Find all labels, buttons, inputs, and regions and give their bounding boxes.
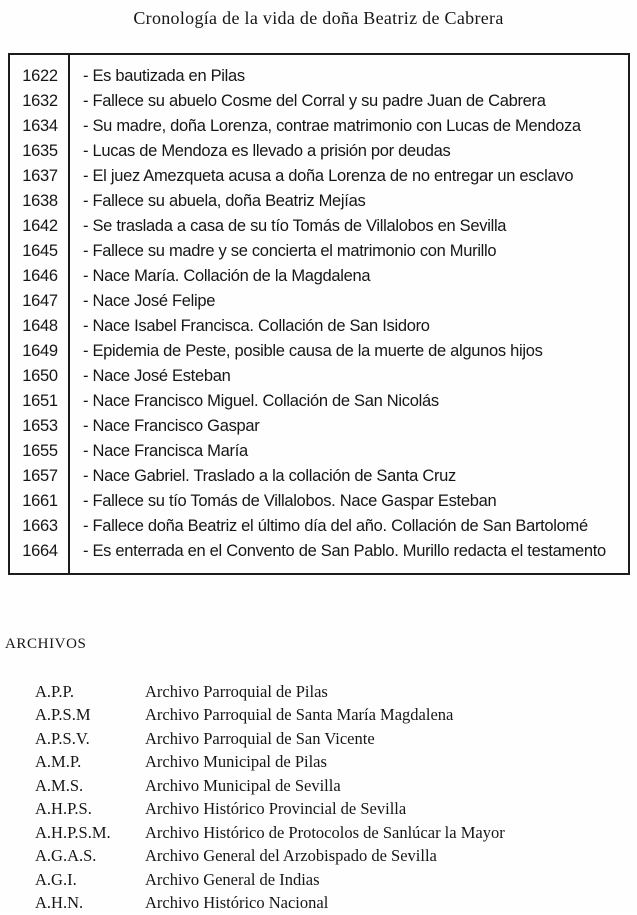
table-row — [10, 464, 628, 489]
event-cell: - El juez Amezqueta acusa a doña Lorenza de no entregar un esclavo — [70, 167, 573, 186]
archive-abbreviation: A.P.P. — [35, 682, 145, 702]
event-cell: - Es enterrada en el Convento de San Pablo. Murillo redacta el testamento — [70, 542, 606, 561]
year-cell: 1647 — [10, 292, 70, 311]
event-cell: - Fallece doña Beatriz el último día del año. Collación de San Bartolomé — [70, 517, 588, 536]
archive-name: Archivo Parroquial de Pilas — [145, 682, 328, 702]
archive-list — [35, 680, 505, 915]
event-cell: - Nace Francisco Miguel. Collación de San Nicolás — [70, 392, 439, 411]
event-cell: - Se traslada a casa de su tío Tomás de Villalobos en Sevilla — [70, 217, 506, 236]
archive-item — [35, 727, 505, 751]
table-row — [10, 239, 628, 264]
archive-name: Archivo Parroquial de Santa María Magdalena — [145, 705, 453, 725]
year-cell: 1635 — [10, 142, 70, 161]
year-cell: 1649 — [10, 342, 70, 361]
event-cell: - Es bautizada en Pilas — [70, 67, 245, 86]
archive-item — [35, 751, 505, 775]
year-cell: 1637 — [10, 167, 70, 186]
table-row — [10, 64, 628, 89]
table-row — [10, 514, 628, 539]
year-cell: 1650 — [10, 367, 70, 386]
table-row — [10, 389, 628, 414]
table-row — [10, 314, 628, 339]
table-row — [10, 164, 628, 189]
year-cell: 1642 — [10, 217, 70, 236]
archive-item — [35, 774, 505, 798]
year-cell: 1653 — [10, 417, 70, 436]
archive-name: Archivo Parroquial de San Vicente — [145, 729, 375, 749]
archive-name: Archivo Histórico Provincial de Sevilla — [145, 799, 406, 819]
event-cell: - Nace Francisco Gaspar — [70, 417, 260, 436]
archive-name: Archivo General de Indias — [145, 870, 320, 890]
table-row — [10, 339, 628, 364]
archive-abbreviation: A.H.N. — [35, 893, 145, 913]
archive-item — [35, 680, 505, 704]
event-cell: - Su madre, doña Lorenza, contrae matrimonio con Lucas de Mendoza — [70, 117, 581, 136]
year-cell: 1655 — [10, 442, 70, 461]
year-cell: 1638 — [10, 192, 70, 211]
table-row — [10, 139, 628, 164]
archives-section — [5, 636, 505, 915]
archives-heading: ARCHIVOS — [5, 636, 505, 653]
archive-abbreviation: A.M.P. — [35, 752, 145, 772]
table-row — [10, 114, 628, 139]
table-row — [10, 264, 628, 289]
event-cell: - Fallece su abuela, doña Beatriz Mejías — [70, 192, 365, 211]
archive-abbreviation: A.H.P.S. — [35, 799, 145, 819]
event-cell: - Fallece su madre y se concierta el matrimonio con Murillo — [70, 242, 496, 261]
page-title: Cronología de la vida de doña Beatriz de Cabrera — [0, 8, 637, 29]
archive-abbreviation: A.P.S.M — [35, 705, 145, 725]
archive-item — [35, 798, 505, 822]
event-cell: - Nace Isabel Francisca. Collación de San Isidoro — [70, 317, 430, 336]
year-cell: 1646 — [10, 267, 70, 286]
table-row — [10, 214, 628, 239]
table-row — [10, 89, 628, 114]
archive-abbreviation: A.M.S. — [35, 776, 145, 796]
event-cell: - Nace Gabriel. Traslado a la collación de Santa Cruz — [70, 467, 456, 486]
year-cell: 1663 — [10, 517, 70, 536]
archive-item — [35, 868, 505, 892]
year-cell: 1657 — [10, 467, 70, 486]
table-row — [10, 439, 628, 464]
archive-item — [35, 704, 505, 728]
year-cell: 1651 — [10, 392, 70, 411]
archive-item — [35, 821, 505, 845]
archive-name: Archivo Histórico de Protocolos de Sanlúcar la Mayor — [145, 823, 505, 843]
event-cell: - Nace José Felipe — [70, 292, 215, 311]
table-row — [10, 289, 628, 314]
archive-name: Archivo General del Arzobispado de Sevilla — [145, 846, 437, 866]
year-cell: 1634 — [10, 117, 70, 136]
chronology-table — [8, 53, 630, 575]
year-cell: 1661 — [10, 492, 70, 511]
table-row — [10, 364, 628, 389]
archive-abbreviation: A.H.P.S.M. — [35, 823, 145, 843]
table-row — [10, 489, 628, 514]
table-row — [10, 414, 628, 439]
year-cell: 1645 — [10, 242, 70, 261]
table-row — [10, 189, 628, 214]
year-cell: 1622 — [10, 67, 70, 86]
archive-name: Archivo Histórico Nacional — [145, 893, 328, 913]
archive-abbreviation: A.P.S.V. — [35, 729, 145, 749]
year-cell: 1664 — [10, 542, 70, 561]
archive-name: Archivo Municipal de Sevilla — [145, 776, 341, 796]
event-cell: - Nace María. Collación de la Magdalena — [70, 267, 370, 286]
event-cell: - Epidemia de Peste, posible causa de la muerte de algunos hijos — [70, 342, 543, 361]
archive-abbreviation: A.G.I. — [35, 870, 145, 890]
table-row — [10, 539, 628, 564]
year-cell: 1648 — [10, 317, 70, 336]
event-cell: - Lucas de Mendoza es llevado a prisión por deudas — [70, 142, 451, 161]
event-cell: - Fallece su tío Tomás de Villalobos. Nace Gaspar Esteban — [70, 492, 496, 511]
archive-abbreviation: A.G.A.S. — [35, 846, 145, 866]
archive-item — [35, 845, 505, 869]
column-divider — [68, 55, 70, 573]
archive-name: Archivo Municipal de Pilas — [145, 752, 327, 772]
event-cell: - Nace José Esteban — [70, 367, 230, 386]
year-cell: 1632 — [10, 92, 70, 111]
archive-item — [35, 892, 505, 915]
event-cell: - Nace Francisca María — [70, 442, 248, 461]
event-cell: - Fallece su abuelo Cosme del Corral y su padre Juan de Cabrera — [70, 92, 546, 111]
